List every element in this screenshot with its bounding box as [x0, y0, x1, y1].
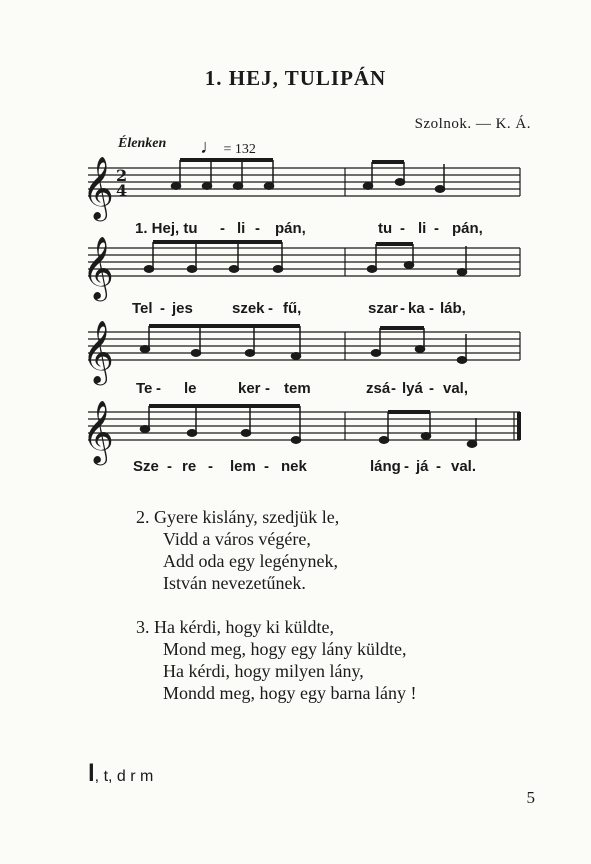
- solfa-first: l: [88, 760, 95, 787]
- lyric: re: [182, 458, 197, 475]
- music-staff-1: [0, 148, 591, 228]
- lyric: -: [429, 380, 434, 397]
- quarter-note-icon: ♩: [200, 136, 220, 158]
- verse-line: Mond meg, hogy egy lány küldte,: [163, 639, 407, 659]
- lyric: já: [416, 458, 429, 475]
- lyric: le: [184, 380, 197, 397]
- metronome-value: = 132: [223, 142, 256, 157]
- lyric: li: [418, 220, 427, 237]
- note-head: [458, 269, 467, 275]
- lyric: jes: [172, 300, 193, 317]
- note-head: [468, 441, 477, 447]
- note-head: [292, 437, 301, 443]
- note-head: [246, 350, 255, 356]
- lyric: -: [255, 220, 260, 237]
- verse-number: 2.: [136, 507, 150, 527]
- treble-clef-icon: 𝄞: [82, 156, 114, 219]
- lyric: -: [167, 458, 172, 475]
- lyric: szar: [368, 300, 399, 317]
- lyric: -: [160, 300, 165, 317]
- lyric: lyá: [402, 380, 423, 397]
- verse-line: 2. Gyere kislány, szedjük le,: [136, 507, 340, 527]
- lyric: ker: [238, 380, 261, 397]
- verse-3: [136, 616, 416, 704]
- lyric: Te: [136, 380, 153, 397]
- lyric: fű,: [283, 300, 302, 317]
- note-head: [234, 183, 243, 189]
- lyric: -: [264, 458, 269, 475]
- time-signature-bottom: 4: [116, 181, 128, 200]
- verse-line: Add oda egy legénynek,: [163, 551, 338, 571]
- note-head: [242, 430, 251, 436]
- lyric: pán,: [452, 220, 483, 237]
- treble-clef-icon: 𝄞: [82, 320, 114, 383]
- verse-line: 3. Ha kérdi, hogy ki küldte,: [136, 617, 334, 637]
- lyric: nek: [281, 458, 307, 475]
- lyric: val.: [451, 458, 477, 475]
- note-head: [380, 437, 389, 443]
- treble-clef-icon: 𝄞: [82, 236, 114, 299]
- verse-line: Mondd meg, hogy egy barna lány !: [163, 683, 417, 703]
- lyric: pán,: [275, 220, 306, 237]
- lyric: -: [220, 220, 225, 237]
- note-head: [436, 186, 445, 192]
- note-head: [188, 266, 197, 272]
- treble-clef-icon: 𝄞: [82, 400, 114, 463]
- note-head: [192, 350, 201, 356]
- note-head: [368, 266, 377, 272]
- lyric: 1. Hej, tu: [135, 220, 198, 237]
- note-head: [274, 266, 283, 272]
- lyric: zsá: [366, 380, 391, 397]
- lyric: tem: [284, 380, 311, 397]
- lyric: ka: [408, 300, 425, 317]
- lyric: lem: [230, 458, 256, 475]
- lyric: -: [208, 458, 213, 475]
- lyric: szek: [232, 300, 265, 317]
- lyric: Sze: [133, 458, 159, 475]
- lyric: li: [237, 220, 246, 237]
- lyric: -: [400, 220, 405, 237]
- note-head: [141, 346, 150, 352]
- note-head: [405, 262, 414, 268]
- note-head: [292, 353, 301, 359]
- verse-line: István nevezetűnek.: [163, 573, 306, 593]
- note-head: [145, 266, 154, 272]
- verse-line: Ha kérdi, hogy milyen lány,: [163, 661, 364, 681]
- verse-2: [136, 506, 416, 594]
- lyric: -: [434, 220, 439, 237]
- note-head: [141, 426, 150, 432]
- lyric: -: [391, 380, 396, 397]
- lyric: -: [156, 380, 161, 397]
- note-head: [172, 183, 181, 189]
- lyric: -: [404, 458, 409, 475]
- solfa-rest: , t, d r m: [94, 768, 154, 785]
- verse-line: Vidd a város végére,: [163, 529, 311, 549]
- lyric: láng: [370, 458, 401, 475]
- note-head: [458, 357, 467, 363]
- note-head: [230, 266, 239, 272]
- note-head: [416, 346, 425, 352]
- tempo-marking: Élenken: [118, 136, 167, 151]
- lyric: -: [268, 300, 273, 317]
- note-head: [422, 433, 431, 439]
- note-head: [396, 179, 405, 185]
- solfa-scale: [88, 760, 153, 788]
- note-head: [372, 350, 381, 356]
- page-number: 5: [526, 788, 535, 807]
- note-head: [188, 430, 197, 436]
- lyric: -: [400, 300, 405, 317]
- note-head: [265, 183, 274, 189]
- time-signature-top: 2: [116, 166, 128, 185]
- song-source: Szolnok. — K. Á.: [414, 116, 531, 132]
- lyric: tu: [378, 220, 393, 237]
- note-head: [203, 183, 212, 189]
- lyric: val,: [443, 380, 469, 397]
- lyric: -: [265, 380, 270, 397]
- verses: [136, 506, 416, 726]
- lyric: -: [436, 458, 441, 475]
- lyric: Tel: [132, 300, 153, 317]
- song-title: 1. HEJ, TULIPÁN: [204, 66, 387, 90]
- lyric: -: [429, 300, 434, 317]
- note-head: [364, 183, 373, 189]
- lyric: láb,: [440, 300, 466, 317]
- verse-number: 3.: [136, 617, 150, 637]
